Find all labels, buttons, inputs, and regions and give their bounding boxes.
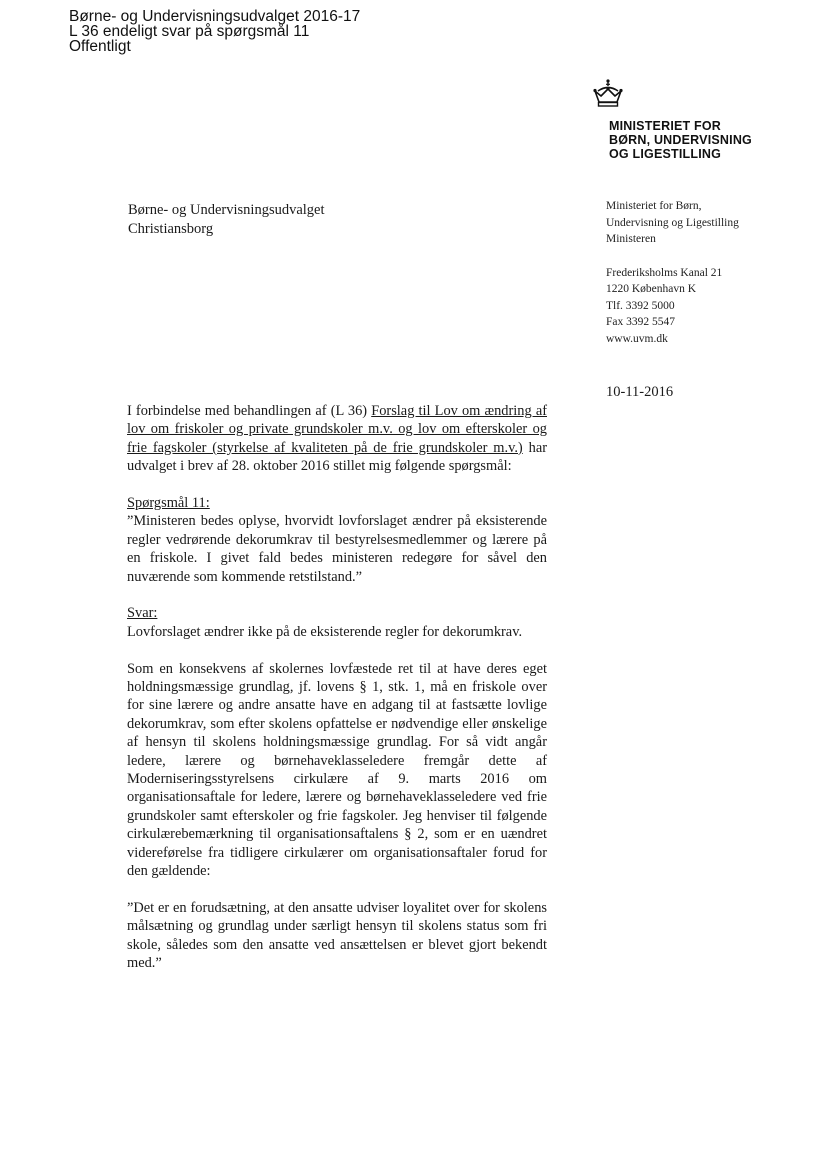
sender-ministry-line-1: Ministeriet for Børn, — [606, 200, 702, 212]
ministry-name-line-3: OG LIGESTILLING — [609, 147, 722, 161]
intro-text-start: I forbindelse med behandlingen af (L 36) — [127, 403, 372, 419]
sender-spacer — [606, 248, 739, 265]
intro-text-end: har udvalget i brev af 28. oktober 2016 stillet mig følgende spørgsmål: — [127, 439, 548, 475]
ministry-name-line-1: MINISTERIET FOR — [609, 119, 722, 133]
answer-section — [127, 604, 547, 641]
explanation-paragraph: Som en konsekvens af skolernes lovfæstede ret til at have deres eget holdningsmæssige grundlag, jf. lovens § 1, stk. 1, må en friskole over for sine lærere og andre ansatte have en adgang til at fastsætte lovlige dekorumkrav, som efter skolens opfattelse er nødvendige eller ønskelige af hensyn til skolens holdningsmæssige grundlag. For så vidt angår ledere, lærere og børnehaveklasseledere fremgår dette af Moderniseringsstyrelsens cirkulære af 9. marts 2016 om organisationsaftale for ledere, lærere og børnehaveklasseledere ved frie grundskoler samt efterskoler og frie fagskoler. Jeg henviser til følgende cirkulærebemærkning til organisationsaftalens § 2, som er en uændret videreførelse fra tidligere cirkulærer om organisationsaftaler forud for den gældende: — [127, 660, 547, 880]
letter-date: 10-11-2016 — [606, 384, 674, 400]
sender-fax: Fax 3392 5547 — [606, 316, 675, 328]
quote-paragraph: ”Det er en forudsætning, at den ansatte udviser loyalitet over for skolens målsætning og grundlag under særligt hensyn til skolens status som fri skole, således som den ansatte ved ansættelsen er blevet gjort bekendt med.” — [127, 899, 547, 972]
letter-body — [127, 402, 547, 991]
sender-title: Ministeren — [606, 233, 656, 245]
stamp-reference-line: L 36 endeligt svar på spørgsmål 11 — [69, 23, 310, 40]
stamp-classification-line: Offentligt — [69, 38, 131, 55]
ministry-logotype — [609, 119, 752, 161]
bill-title-link[interactable]: Forslag til Lov om ændring af lov om friskoler og private grundskoler m.v. og lov om efterskoler og frie fagskoler (styrkelse af kvaliteten på de frie grundskoler m.v.) — [127, 403, 547, 456]
sender-postcode: 1220 København K — [606, 283, 697, 295]
question-text: ”Ministeren bedes oplyse, hvorvidt lovforslaget ændrer på eksisterende regler vedrørende dekorumkrav til bestyrelsesmedlemmer og lærere på en friskole. I givet fald bedes ministeren redegøre for såvel den nuværende som kommende retstilstand.” — [127, 513, 547, 585]
sender-block — [606, 198, 739, 347]
answer-text: Lovforslaget ændrer ikke på de eksisterende regler for dekorumkrav. — [127, 623, 523, 640]
recipient-committee: Børne- og Undervisningsudvalget — [128, 202, 325, 218]
ministry-name-line-2: BØRN, UNDERVISNING — [609, 133, 752, 147]
sender-ministry-line-2: Undervisning og Ligestilling — [606, 216, 739, 229]
sender-street: Frederiksholms Kanal 21 — [606, 266, 723, 279]
sender-website: www.uvm.dk — [606, 332, 668, 345]
answer-heading: Svar: — [127, 605, 158, 622]
question-section — [127, 494, 547, 586]
crown-logo-icon — [591, 78, 625, 108]
sender-phone: Tlf. 3392 5000 — [606, 299, 675, 312]
recipient-location: Christiansborg — [128, 221, 214, 237]
stamp-committee-line: Børne- og Undervisningsudvalget 2016-17 — [69, 8, 361, 25]
recipient-address — [128, 201, 325, 239]
document-stamp — [69, 9, 360, 54]
question-heading: Spørgsmål 11: — [127, 495, 210, 512]
intro-paragraph — [127, 402, 547, 476]
